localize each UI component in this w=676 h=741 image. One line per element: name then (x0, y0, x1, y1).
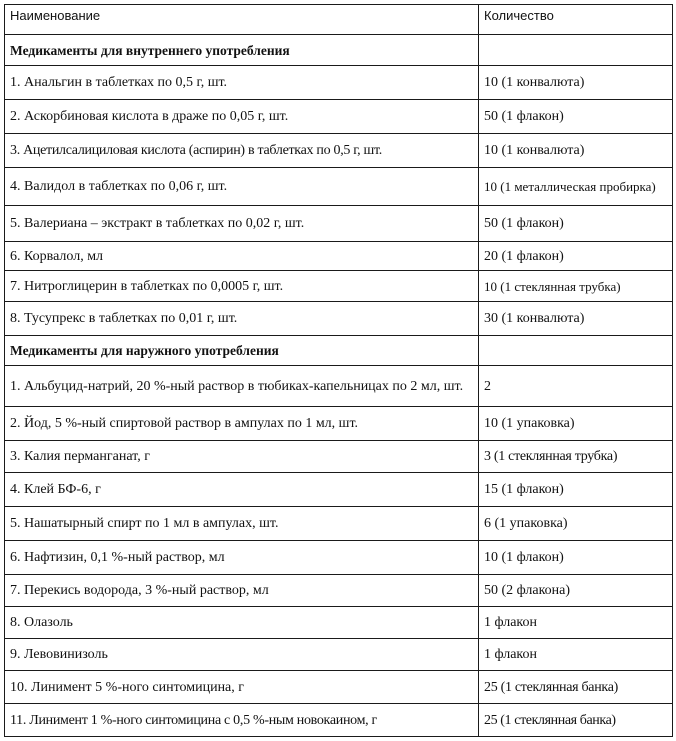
item-name: 7. Нитроглицерин в таблетках по 0,0005 г, шт. (5, 271, 479, 302)
item-name: 2. Йод, 5 %-ный спиртовой раствор в ампулах по 1 мл, шт. (5, 407, 479, 441)
table-row (5, 134, 673, 168)
item-name: 10. Линимент 5 %-ного синтомицина, г (5, 671, 479, 704)
item-quantity: 50 (1 флакон) (479, 206, 673, 242)
table-row (5, 100, 673, 134)
item-quantity: 10 (1 конвалюта) (479, 134, 673, 168)
table-row (5, 271, 673, 302)
item-quantity: 2 (479, 366, 673, 407)
item-quantity: 10 (1 стеклянная трубка) (479, 271, 673, 302)
section-header-row (5, 336, 673, 366)
table-row (5, 168, 673, 206)
item-name: 8. Тусупрекс в таблетках по 0,01 г, шт. (5, 302, 479, 336)
table-row (5, 671, 673, 704)
item-quantity: 25 (1 стеклянная банка) (479, 671, 673, 704)
item-quantity: 15 (1 флакон) (479, 473, 673, 507)
item-name: 6. Нафтизин, 0,1 %-ный раствор, мл (5, 541, 479, 575)
table-header-row (5, 5, 673, 35)
item-quantity: 3 (1 стеклянная трубка) (479, 441, 673, 473)
table-row (5, 473, 673, 507)
item-quantity: 25 (1 стеклянная банка) (479, 704, 673, 737)
section-title: Медикаменты для внутреннего употребления (5, 35, 479, 66)
item-name: 9. Левовинизоль (5, 639, 479, 671)
item-quantity: 20 (1 флакон) (479, 242, 673, 271)
table-row (5, 639, 673, 671)
item-name: 5. Валериана – экстракт в таблетках по 0,02 г, шт. (5, 206, 479, 242)
item-quantity: 30 (1 конвалюта) (479, 302, 673, 336)
table-row (5, 607, 673, 639)
item-quantity: 50 (1 флакон) (479, 100, 673, 134)
table-row (5, 407, 673, 441)
item-name: 3. Ацетилсалициловая кислота (аспирин) в таблетках по 0,5 г, шт. (5, 134, 479, 168)
table-row (5, 541, 673, 575)
table-row (5, 704, 673, 737)
item-quantity: 1 флакон (479, 639, 673, 671)
section-empty-cell (479, 35, 673, 66)
item-name: 1. Альбуцид-натрий, 20 %-ный раствор в тюбиках-капельницах по 2 мл, шт. (5, 366, 479, 407)
item-name: 3. Калия перманганат, г (5, 441, 479, 473)
header-quantity: Количество (479, 5, 673, 35)
section-empty-cell (479, 336, 673, 366)
table-row (5, 302, 673, 336)
item-name: 7. Перекись водорода, 3 %-ный раствор, мл (5, 575, 479, 607)
medications-table (4, 4, 673, 737)
item-quantity: 10 (1 упаковка) (479, 407, 673, 441)
header-name: Наименование (5, 5, 479, 35)
section-header-row (5, 35, 673, 66)
section-title: Медикаменты для наружного употребления (5, 336, 479, 366)
table-row (5, 507, 673, 541)
item-quantity: 6 (1 упаковка) (479, 507, 673, 541)
item-quantity: 10 (1 флакон) (479, 541, 673, 575)
table-row (5, 242, 673, 271)
item-name: 11. Линимент 1 %-ного синтомицина с 0,5 %-ным новокаином, г (5, 704, 479, 737)
item-name: 8. Олазоль (5, 607, 479, 639)
item-quantity: 10 (1 конвалюта) (479, 66, 673, 100)
item-name: 1. Анальгин в таблетках по 0,5 г, шт. (5, 66, 479, 100)
table-row (5, 366, 673, 407)
item-name: 4. Клей БФ-6, г (5, 473, 479, 507)
table-row (5, 66, 673, 100)
item-quantity: 10 (1 металлическая пробирка) (479, 168, 673, 206)
item-name: 4. Валидол в таблетках по 0,06 г, шт. (5, 168, 479, 206)
item-name: 5. Нашатырный спирт по 1 мл в ампулах, шт. (5, 507, 479, 541)
table-row (5, 575, 673, 607)
table-row (5, 441, 673, 473)
item-name: 6. Корвалол, мл (5, 242, 479, 271)
item-name: 2. Аскорбиновая кислота в драже по 0,05 г, шт. (5, 100, 479, 134)
table-row (5, 206, 673, 242)
item-quantity: 1 флакон (479, 607, 673, 639)
item-quantity: 50 (2 флакона) (479, 575, 673, 607)
